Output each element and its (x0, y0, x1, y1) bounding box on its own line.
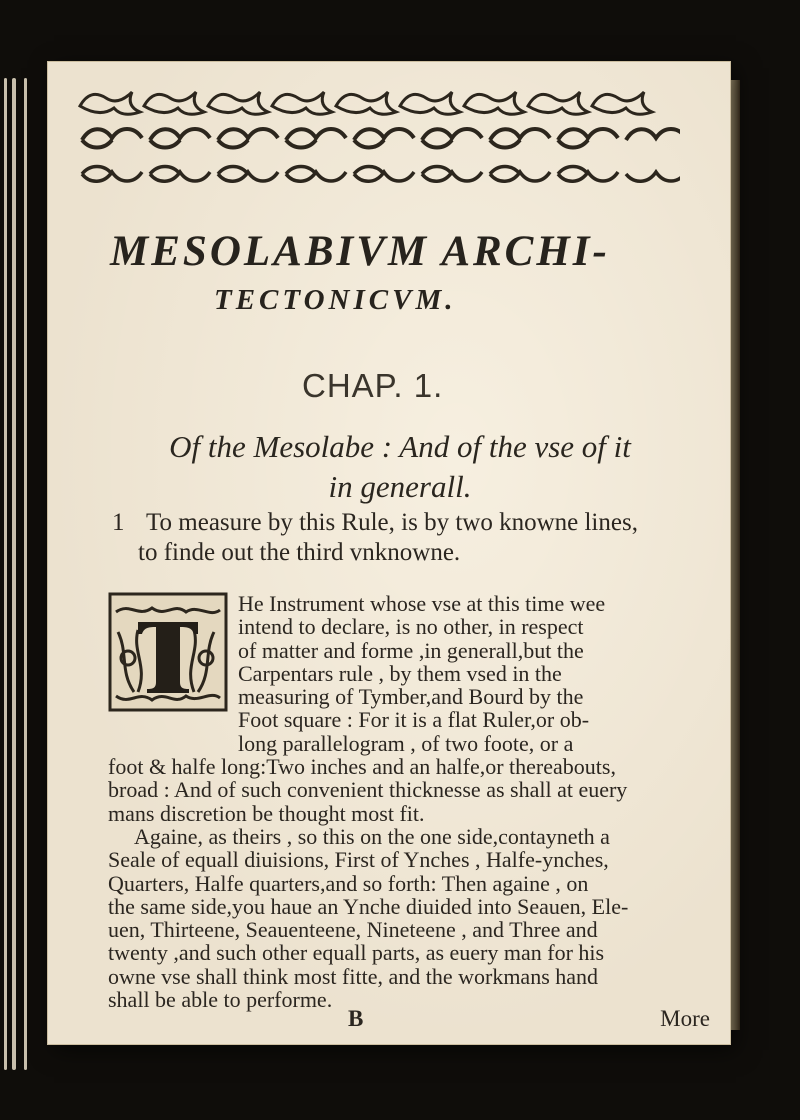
text-line: Carpentars rule , by them vsed in the (238, 660, 562, 686)
text-line: Foot square : For it is a flat Ruler,or ob- (238, 707, 590, 733)
text-line: of matter and forme ,in generall,but the (238, 637, 584, 663)
proposition-number: 1 (112, 509, 125, 536)
book-page-edge (12, 78, 16, 1070)
proposition-text: to finde out the third vnknowne. (138, 539, 461, 566)
text-line: Againe, as theirs , so this on the one side,contayneth a (134, 823, 610, 849)
text-line: shall be able to performe. (108, 987, 333, 1013)
book-gutter-shadow (730, 80, 740, 1030)
text-line: Quarters, Halfe quarters,and so forth: Then againe , on (108, 870, 589, 896)
text-line: uen, Thirteene, Seauenteene, Nineteene , and Three and (108, 917, 598, 943)
text-line: mans discretion be thought most fit. (108, 800, 425, 826)
text-line: twenty ,and such other equall parts, as euery man for his (108, 940, 605, 966)
running-title-continued: TECTONICVM. (214, 284, 457, 316)
body-text (108, 592, 710, 1011)
text-line: the same side,you haue an Ynche diuided into Seauen, Ele- (108, 893, 629, 919)
chapter-subtitle (120, 427, 680, 507)
chapter-subtitle-line: in generall. (328, 469, 472, 504)
chapter-subtitle-line: Of the Mesolabe : And of the vse of it (169, 429, 631, 464)
text-line: intend to declare, is no other, in respect (238, 614, 584, 640)
headpiece-ornament-icon (76, 78, 680, 194)
book-page (48, 62, 730, 1044)
text-line: long parallelogram , of two foote, or a (238, 730, 574, 756)
text-line: He Instrument whose vse at this time wee (238, 591, 606, 616)
page-footer (108, 1006, 710, 1036)
text-line: owne vse shall think most fitte, and the workmans hand (108, 963, 599, 989)
book-page-edge (24, 78, 27, 1070)
book-page-edge (4, 78, 7, 1070)
chapter-heading: CHAP. 1. (302, 367, 444, 404)
proposition-text: To measure by this Rule, is by two knowne lines, (146, 509, 638, 536)
text-line: Seale of equall diuisions, First of Ynches , Halfe-ynches, (108, 847, 609, 873)
catchword: More (660, 1006, 710, 1031)
text-line: foot & halfe long:Two inches and an halfe,or thereabouts, (108, 754, 616, 780)
text-line: measuring of Tymber,and Bourd by the (238, 684, 584, 710)
proposition (112, 508, 702, 568)
running-title: MESOLABIVM ARCHI- (110, 228, 610, 275)
signature-mark: B (348, 1006, 364, 1031)
text-line: broad : And of such convenient thicknesse as shall at euery (108, 777, 628, 803)
